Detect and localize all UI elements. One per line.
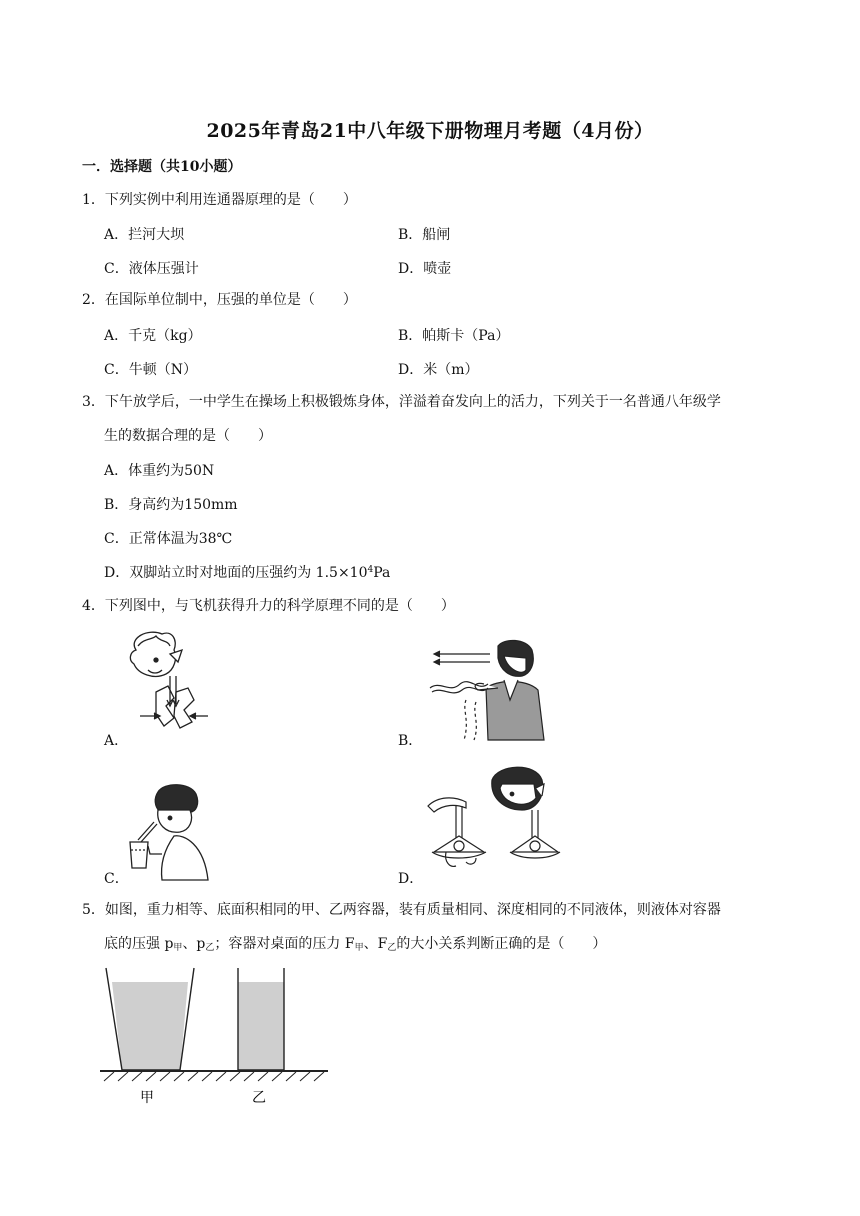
q4-figure-c [124,784,210,880]
label-jia: 甲 [140,1090,154,1106]
q1-option-b[interactable]: B．船闸 [398,227,451,243]
q3-option-a[interactable]: A．体重约为50N [104,463,215,479]
q2-option-b[interactable]: B．帕斯卡（Pa） [398,328,510,344]
q5-text-b: ；容器对桌面的压力 F [214,936,355,952]
label-yi: 乙 [252,1090,266,1106]
q5-sub-yi-1: 乙 [205,943,215,953]
q2-option-d[interactable]: D．米（m） [398,362,479,378]
table-hatching [104,1072,324,1081]
q2-option-c[interactable]: C．牛顿（N） [104,362,197,378]
question-1-stem: 1．下列实例中利用连通器原理的是（ ） [82,192,357,208]
q5-container-figure [100,964,330,1106]
q4-option-d[interactable]: D． [398,871,424,887]
question-3-stem-line1: 3．下午放学后，一中学生在操场上积极锻炼身体，洋溢着奋发向上的活力，下列关于一名普通八年级学 [82,394,721,410]
q4-option-a[interactable]: A． [104,733,129,749]
q2-option-a[interactable]: A．千克（kg） [104,328,202,344]
section-heading: 一．选择题（共10小题） [82,159,242,175]
q3-option-d[interactable] [104,562,390,582]
question-4-stem: 4．下列图中，与飞机获得升力的科学原理不同的是（ ） [82,598,455,614]
q5-text-c: 的大小关系判断正确的是（ ） [396,936,607,952]
q1-option-d[interactable]: D．喷壶 [398,261,452,277]
q5-text-a: 底的压强 p [104,936,174,952]
q1-option-c[interactable]: C．液体压强计 [104,261,199,277]
q3-option-d-text: D．双脚站立时对地面的压强约为 1.5×10 [104,565,368,581]
container-yi-liquid [238,982,284,1070]
q4-figure-b [426,640,556,744]
q5-sep-1: 、p [182,936,206,952]
q3-option-c[interactable]: C．正常体温为38℃ [104,531,233,547]
question-5-stem-line1: 5．如图，重力相等、底面积相同的甲、乙两容器，装有质量相同、深度相同的不同液体，则液体对容器 [82,902,721,918]
q3-option-d-unit: Pa [373,565,391,581]
container-jia-liquid [112,982,188,1070]
q4-figure-d [426,766,586,876]
page-title: 2025年青岛21中八年级下册物理月考题（4月份） [206,120,654,142]
q3-option-d-exponent: 4 [367,565,374,575]
q4-option-c[interactable]: C． [104,871,129,887]
q1-option-a[interactable]: A．拦河大坝 [104,227,185,243]
q5-sub-jia-2: 甲 [354,943,364,953]
q3-option-b[interactable]: B．身高约为150mm [104,497,238,513]
q4-option-b[interactable]: B． [398,733,423,749]
q5-sep-2: 、F [363,936,388,952]
question-3-stem-line2: 生的数据合理的是（ ） [104,428,272,444]
q5-sub-yi-2: 乙 [387,943,397,953]
question-2-stem: 2．在国际单位制中，压强的单位是（ ） [82,292,357,308]
question-5-stem-line2 [104,934,606,958]
q5-sub-jia-1: 甲 [173,943,183,953]
q4-figure-a [118,630,218,745]
